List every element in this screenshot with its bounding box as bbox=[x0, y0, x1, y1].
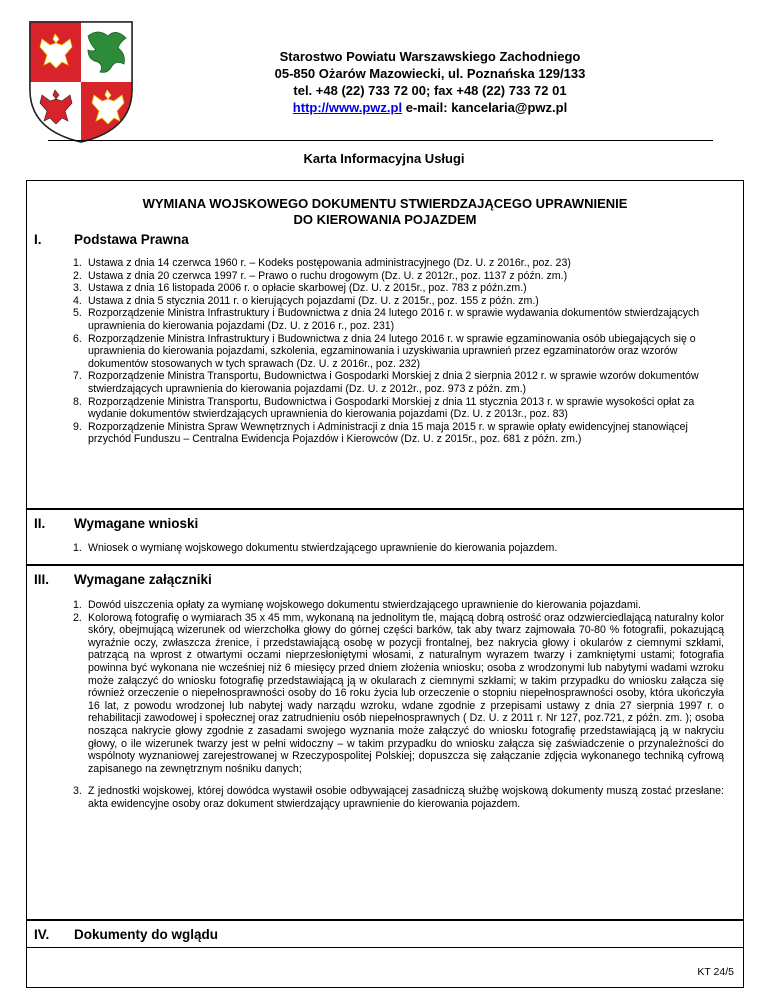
section-divider bbox=[26, 564, 744, 566]
required-applications-list bbox=[74, 542, 724, 555]
list-item: 1. Ustawa z dnia 14 czerwca 1960 r. – Kodeks postępowania administracyjnego (Dz. U. z 2016r., poz. 23) bbox=[73, 257, 571, 269]
list-item: 2. Kolorową fotografię o wymiarach 35 x 45 mm, wykonaną na jednolitym tle, mającą dobrą ostrość oraz odzwierciedlającą naturalny kolor skóry, obejmującą wizerunek od wierzchołka głowy do górnej części barków, tak aby twarz zajmowała 70-80 % fotografii, pokazującą wyraźnie oczy, zwłaszcza źrenice, i przedstawiającą osobę w pozycji frontalnej, bez nakrycia głowy i okularów z ciemnymi szkłami, patrzącą na wprost z otwartymi oczami nieprzesłoniętymi włosami, z naturalnym wyrazem twarzy i zamkniętymi ustami; fotografia powinna być wykonana nie wcześniej niż 6 miesięcy przed dniem złożenia wniosku; osoba z wrodzonymi lub nabytymi wadami wzroku może załączyć do wniosku fotografię przedstawiającą ją w okularach z ciemnymi szkłami; w takim przypadku do wniosku załącza się również orzeczenie o niepełnosprawności osoby do 16 roku życia lub orzeczenie o stopniu niepełnosprawności osoby, która ukończyła 16 lat, z powodu wrodzonej lub nabytej wady narządu wzroku, wdane zgodnie z przepisami ustawy z dnia 27 sierpnia 1997 r. o rehabilitacji zawodowej i społecznej oraz zatrudnieniu osób niepełnosprawnych ( Dz. U. z 2011 r. Nr 127, poz.721, z późn. zm. ); osoba nosząca nakrycie głowy zgodnie z zasadami swojego wyznania może załączyć do wniosku fotografię przedstawiającą ją w nakryciu głowy, o ile wizerunek twarzy jest w pełni widoczny – w takim przypadku do wniosku załącza się zaświadczenie o przynależności do wspólnoty wyznaniowej zarejestrowanej w Rzeczypospolitej Polskiej; dopuszcza się załączanie zdjęcia wykonanego techniką cyfrową zapisanego na zewnętrznym nośniku danych; bbox=[73, 611, 724, 775]
list-item: 6. Rozporządzenie Ministra Infrastruktury i Budownictwa z dnia 24 lutego 2016 r. w sprawie egzaminowania osób ubiegających się o uprawnienia do kierowania pojazdami, szkolenia, egzaminowania i uzyskiwania uprawnień przez egzaminatorów oraz wzorów dokumentów stosowanych w tych sprawach (Dz. U. z 2016r., poz. 232) bbox=[73, 332, 696, 370]
list-item: 8. Rozporządzenie Ministra Transportu, Budownictwa i Gospodarki Morskiej z dnia 11 stycznia 2013 r. w sprawie wysokości opłat za wydanie dokumentów stwierdzających uprawnienia do kierowania pojazdami (Dz. U. z 2013r., poz. 83) bbox=[73, 395, 695, 421]
section-number: II. bbox=[34, 516, 46, 531]
section-title: Wymagane wnioski bbox=[74, 516, 199, 531]
section-title: Dokumenty do wglądu bbox=[74, 927, 219, 942]
list-item: 3. Z jednostki wojskowej, której dowódca wystawił osobie odbywającej zasadniczą służbę wojskową dokumenty muszą zostać przesłane: akta ewidencyjne osoby oraz dokument stwierdzający uprawnienie do kierowania pojazdem. bbox=[73, 785, 724, 810]
section-number: III. bbox=[34, 572, 50, 587]
website-link[interactable]: http://www.pwz.pl bbox=[292, 100, 403, 115]
document-title-line2: DO KIEROWANIA POJAZDEM bbox=[293, 212, 477, 227]
page-code: KT 24/5 bbox=[697, 966, 734, 978]
section-number: IV. bbox=[34, 927, 50, 942]
section-divider bbox=[26, 508, 744, 510]
list-item: 9. Rozporządzenie Ministra Spraw Wewnętrznych i Administracji z dnia 15 maja 2015 r. w sprawie opłaty ewidencyjnej stanowiącej przychód Funduszu – Centralna Ewidencja Pojazdów i Kierowców (Dz. U. z 2015r., poz. 681 z późn. zm.) bbox=[73, 420, 688, 446]
section-title: Wymagane załączniki bbox=[74, 572, 212, 587]
section-title: Podstawa Prawna bbox=[74, 232, 189, 247]
list-item: 7. Rozporządzenie Ministra Transportu, Budownictwa i Gospodarki Morskiej z dnia 2 sierpnia 2012 r. w sprawie wzorów dokumentów stwierdzających uprawnienia do kierowania pojazdami (Dz. U. z 2012r., poz. 973 z późn. zm.) bbox=[73, 370, 699, 395]
office-email: e-mail: kancelaria@pwz.pl bbox=[402, 100, 568, 115]
list-item: 2. Ustawa z dnia 20 czerwca 1997 r. – Prawo o ruchu drogowym (Dz. U. z 2012r., poz. 1137 z późn. zm.) bbox=[73, 269, 568, 282]
section-divider bbox=[26, 919, 744, 921]
section-divider bbox=[26, 947, 744, 948]
list-item: 1. Wniosek o wymianę wojskowego dokumentu stwierdzającego uprawnienie do kierowania pojazdem. bbox=[73, 542, 558, 554]
office-contact bbox=[240, 99, 620, 116]
header-divider bbox=[48, 140, 713, 141]
office-name: Starostwo Powiatu Warszawskiego Zachodniego bbox=[279, 49, 581, 64]
list-item: 5. Rozporządzenie Ministra Infrastruktury i Budownictwa z dnia 24 lutego 2016 r. w sprawie wydawania dokumentów stwierdzających uprawnienia do kierowania pojazdami (Dz. U. z 2016 r., poz. 231) bbox=[73, 307, 700, 332]
list-item: 3. Ustawa z dnia 16 listopada 2006 r. o opłacie skarbowej (Dz. U. z 2015r., poz. 783 z późn.zm.) bbox=[73, 282, 527, 295]
list-item: 4. Ustawa z dnia 5 stycznia 2011 r. o kierujących pojazdami (Dz. U. z 2015r., poz. 155 z późn. zm.) bbox=[73, 294, 539, 307]
list-item: 1. Dowód uiszczenia opłaty za wymianę wojskowego dokumentu stwierdzającego uprawnienie do kierowania pojazdami. bbox=[73, 599, 641, 611]
legal-basis-list bbox=[74, 257, 724, 446]
document-title bbox=[26, 196, 744, 228]
document-title-line1: WYMIANA WOJSKOWEGO DOKUMENTU STWIERDZAJĄCEGO UPRAWNIENIE bbox=[142, 196, 628, 211]
office-header bbox=[240, 48, 620, 116]
card-title: Karta Informacyjna Usługi bbox=[303, 151, 465, 166]
section-number: I. bbox=[34, 232, 42, 247]
county-coat-of-arms-icon bbox=[28, 20, 134, 144]
office-phone: tel. +48 (22) 733 72 00; fax +48 (22) 733 72 01 bbox=[293, 83, 567, 98]
required-attachments-list bbox=[74, 599, 724, 811]
office-address: 05-850 Ożarów Mazowiecki, ul. Poznańska 129/133 bbox=[274, 66, 586, 81]
